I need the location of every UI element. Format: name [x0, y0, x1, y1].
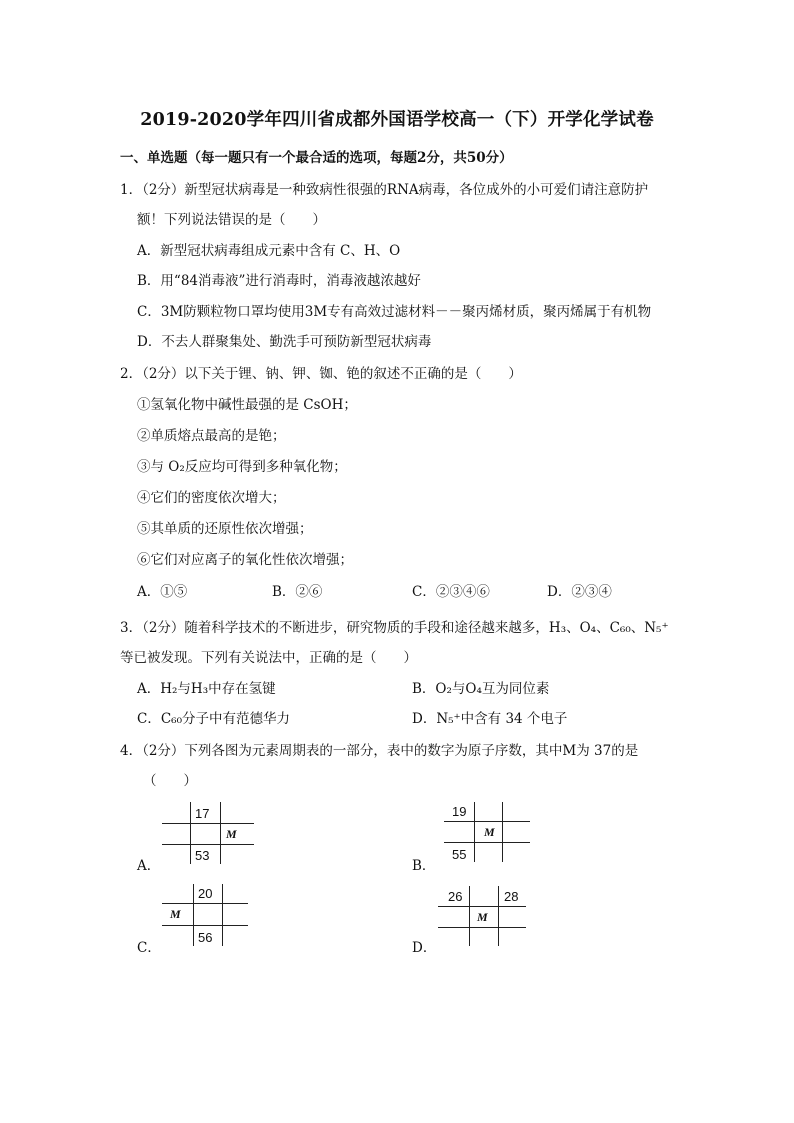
q4-stem-line1: 4．（2分）下列各图为元素周期表的一部分，表中的数字为原子序数，其中M为 37的是 [120, 743, 639, 759]
option-number: ② [295, 584, 309, 600]
option-number: ④ [598, 584, 612, 600]
q2-option-c [412, 580, 490, 600]
element-m: M [484, 825, 495, 839]
statement-number: ④ [137, 490, 151, 506]
q2-option-a [137, 580, 187, 600]
q2-statement [137, 393, 357, 413]
q2-statement [137, 424, 286, 444]
atomic-number: 17 [195, 806, 210, 821]
q4-label-a: A． [137, 858, 161, 874]
atomic-number: 19 [452, 804, 467, 819]
option-number: ① [160, 584, 174, 600]
statement-number: ② [137, 428, 151, 444]
option-number: ② [435, 584, 450, 600]
option-number: ④ [462, 584, 477, 600]
q1-option-a: A．新型冠状病毒组成元素中含有 C、H、O [137, 243, 401, 259]
q1-option-b: B．用“84消毒液”进行消毒时，消毒液越浓越好 [137, 273, 421, 289]
q3-stem-line2: 等已被发现。下列有关说法中，正确的是（ ） [120, 650, 417, 666]
atomic-number: 53 [195, 848, 210, 863]
periodic-table-fragment-c [160, 882, 260, 948]
q3-option-b: B．O₂与O₄互为同位素 [412, 681, 550, 697]
q2-stem: 2．（2分）以下关于锂、钠、钾、铷、铯的叙述不正确的是（ ） [120, 366, 522, 382]
statement-text: 其单质的还原性依次增强； [150, 521, 313, 537]
section-heading: 一、单选题（每一题只有一个最合适的选项，每题2分，共50分） [120, 150, 513, 166]
q2-statement [137, 548, 353, 568]
option-label: C． [412, 584, 436, 600]
statement-number: ① [137, 397, 151, 413]
q1-stem-line2: 额！下列说法错误的是（ ） [137, 212, 326, 228]
element-m: M [170, 907, 181, 921]
statement-number: ⑥ [137, 552, 151, 568]
element-m: M [477, 910, 488, 924]
statement-number: ③ [137, 459, 151, 475]
option-label: B． [272, 584, 296, 600]
q4-label-b: B． [412, 858, 436, 874]
option-number: ③ [449, 584, 463, 600]
option-number: ⑥ [308, 584, 323, 600]
element-m: M [226, 827, 237, 841]
atomic-number: 26 [448, 889, 463, 904]
exam-title: 2019-2020学年四川省成都外国语学校高一（下）开学化学试卷 [140, 110, 654, 130]
option-label: D． [547, 584, 572, 600]
q2-option-d [547, 580, 612, 600]
periodic-table-fragment-a [160, 800, 260, 866]
q1-option-d: D．不去人群聚集处、勤洗手可预防新型冠状病毒 [137, 334, 432, 350]
statement-text: 单质熔点最高的是铯； [150, 428, 286, 444]
option-number: ③ [584, 584, 599, 600]
q2-statement [137, 517, 313, 537]
q4-stem-line2: （ ） [143, 773, 197, 789]
q2-statement [137, 455, 347, 475]
q1-option-c: C．3M防颗粒物口罩均使用3M专有高效过滤材料－－聚丙烯材质，聚丙烯属于有机物 [137, 304, 652, 320]
q3-stem-line1: 3．（2分）随着科学技术的不断进步，研究物质的手段和途径越来越多，H₃、O₄、C₆₀、N₅⁺ [120, 620, 669, 636]
q4-label-c: C． [137, 940, 161, 956]
q1-stem-line1: 1．（2分）新型冠状病毒是一种致病性很强的RNA病毒，各位成外的小可爱们请注意防护 [120, 182, 649, 198]
q2-option-b [272, 580, 322, 600]
q3-option-d: D．N₅⁺中含有 34 个电子 [412, 711, 568, 727]
atomic-number: 28 [504, 889, 519, 904]
periodic-table-fragment-d [438, 884, 538, 950]
atomic-number: 55 [452, 847, 467, 862]
periodic-table-fragment-b [444, 800, 544, 866]
statement-number: ⑤ [137, 521, 151, 537]
option-label: A． [137, 584, 161, 600]
q2-statement [137, 486, 286, 506]
option-number: ⑤ [173, 584, 188, 600]
atomic-number: 56 [198, 930, 213, 945]
statement-text: 与 O₂反应均可得到多种氧化物； [150, 459, 347, 475]
q3-option-a: A．H₂与H₃中存在氢键 [137, 681, 276, 697]
q4-label-d: D． [412, 940, 437, 956]
statement-text: 氢氧化物中碱性最强的是 CsOH； [150, 397, 357, 413]
option-number: ⑥ [476, 584, 490, 600]
statement-text: 它们对应离子的氧化性依次增强； [150, 552, 353, 568]
q3-option-c: C．C₆₀分子中有范德华力 [137, 711, 290, 727]
statement-text: 它们的密度依次增大； [150, 490, 286, 506]
atomic-number: 20 [198, 886, 213, 901]
option-number: ② [571, 584, 585, 600]
